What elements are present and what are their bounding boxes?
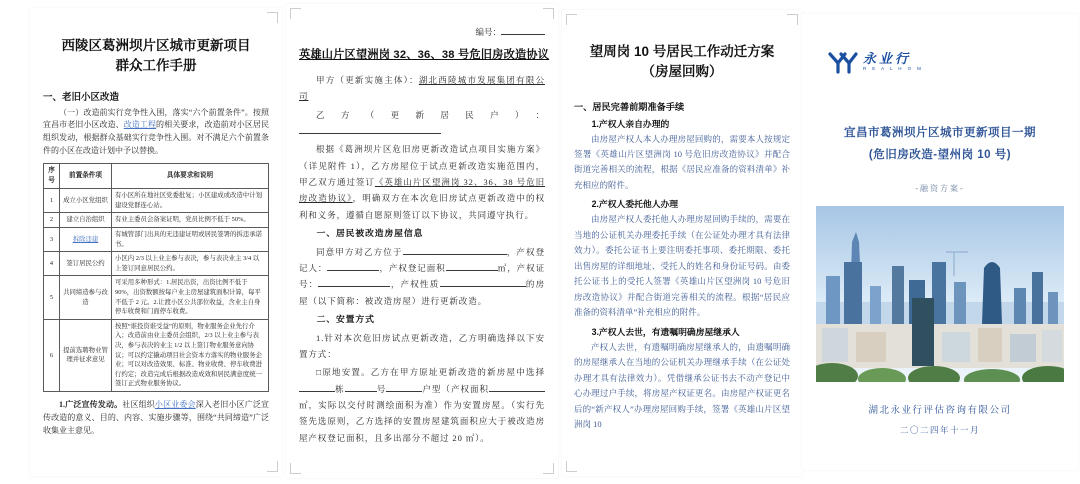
plan-sub-heading-1: 1.产权人亲自办理的: [591, 118, 670, 129]
plan-paragraph-1: 由房屋产权人本人办理房屋回购的，需要本人按规定签署《英雄山片区望洲岗 10 号危旧房改造协议》并配合街道完善相关的流程，根据《居民应准备的资料清单》补充相应的附件。: [574, 133, 790, 190]
row-desc: 小区内 2/3 以上业主参与表决，参与表决业主 3/4 以上签订同意居民公约。: [112, 252, 269, 276]
agreement-page: [286, 4, 558, 478]
blank-line: [386, 383, 422, 392]
row-item: 建立自治组织: [60, 213, 112, 228]
col-header-desc: 具体要求和说明: [112, 164, 269, 189]
row-item: [60, 227, 112, 251]
party-a-label: 甲方（更新实施主体）：: [316, 75, 419, 85]
table-row: [44, 213, 269, 228]
table-row: [44, 319, 269, 391]
plan-title: [574, 42, 790, 83]
agreement-intro: [299, 141, 545, 223]
company-logo: [828, 52, 1078, 79]
row-index: 3: [44, 227, 60, 251]
house-info-text: ㎡，产权证号：: [299, 263, 545, 290]
plan-sub-heading-3: 3.产权人去世，有遗嘱明确房屋继承人: [591, 326, 740, 337]
table-row: [44, 252, 269, 276]
house-info-paragraph: [299, 244, 545, 309]
in-situ-resettlement-paragraph: [299, 364, 545, 446]
resettlement-text: 户型（产权面积: [422, 383, 489, 394]
blank-line: [403, 246, 507, 255]
crop-mark: [566, 461, 577, 472]
col-header-item: 前置条件项: [60, 164, 112, 189]
resettlement-text: 栋: [335, 383, 345, 394]
logo-chinese-name: 永业行: [863, 51, 912, 66]
blank-line: [489, 383, 545, 392]
handbook-title: [43, 36, 269, 77]
yongyehang-logo-icon: [828, 52, 858, 79]
logo-latin-name: R E A L H O M: [863, 66, 924, 71]
blank-line: [318, 278, 390, 287]
crop-mark: [543, 463, 554, 474]
handbook-title-line2: 群众工作手册: [115, 58, 197, 74]
intro-text: 根据《葛洲坝片区危旧房更新改造试点项目实施方案》（详见附件 1），乙方房屋位于试点更新改造实施范围内，甲乙双方通过签订: [299, 144, 545, 187]
plan-title-line2: （房屋回购）: [641, 64, 723, 80]
publicity-lead: 1.广泛宣传发动。: [59, 400, 123, 410]
house-info-text: 同意甲方对乙方位于: [316, 246, 403, 257]
precondition-table: [43, 163, 269, 392]
intro-paragraph: [43, 107, 269, 159]
row-desc: 有业主委员会备案证明，党员比例不低于 50%。: [112, 213, 269, 228]
plan-section-heading: 一、居民完善前期准备手续: [574, 101, 685, 112]
house-info-text: ，产权性质: [390, 279, 440, 290]
table-row: [44, 227, 269, 251]
resettlement-text: 原地安置。乙方在甲方原址更新改造的新房屋中选择: [322, 367, 545, 378]
row-item: 签订居民公约: [60, 252, 112, 276]
blank-line: [299, 125, 441, 134]
table-row: [44, 189, 269, 213]
document-number-label: 编号：: [475, 27, 501, 37]
company-name: 湖北永业行评估咨询有限公司: [868, 405, 1012, 416]
row-item: 提前选聘物业管理并征求意见: [60, 319, 112, 391]
party-b-label: 乙方（更新居民户）：: [316, 109, 545, 120]
document-number-line: [299, 26, 545, 38]
agreement-title: 英雄山片区望洲岗 32、36、38 号危旧房改造协议: [299, 49, 550, 61]
resettlement-choice-intro: 1.针对本次危旧房试点更新改造，乙方明确选择以下安置方式：: [299, 332, 545, 360]
blank-line: [440, 278, 526, 287]
row-index: 5: [44, 276, 60, 319]
plan-sub-heading-2: 2.产权人委托他人办理: [591, 199, 679, 210]
cover-subtitle: -融资方案-: [915, 183, 965, 193]
crop-mark: [290, 463, 301, 474]
row-index: 1: [44, 189, 60, 213]
relocation-plan-page: [562, 10, 802, 476]
row-index: 6: [44, 319, 60, 391]
checkbox-glyph: □: [316, 367, 323, 378]
row-index: 4: [44, 252, 60, 276]
row-desc: 有小区所在地社区党委批复；小区建成或改造中计划建设党群连心站。: [112, 189, 269, 213]
section2-heading: 二、安置方式: [316, 313, 375, 324]
handbook-page: [30, 8, 282, 476]
cover-title: [802, 123, 1078, 167]
resettlement-text: 号: [376, 383, 387, 394]
blank-line: [345, 383, 377, 392]
house-info-text: 的房屋（以下简称：被改造房屋）进行更新改造。: [299, 279, 545, 306]
plan-title-line1: 望周岗 10 号居民工作动迁方案: [589, 44, 775, 59]
intro-text: 的相关要求，改造前对小区居民组织发动，根据群众基础实行竞争性入围。对不满足六个前置条件的小区在改造计划中予以替换。: [43, 120, 270, 156]
resettlement-text: ㎡，实际以交付时测绘面积为准）作为安置房屋。（实行先签先选原则，乙方选择的安置房屋建筑面积应大于被改造房屋产权登记面积，且多出部分不超过 20 ㎡）。: [299, 400, 545, 443]
blank-line: [299, 383, 335, 392]
crop-mark: [267, 461, 278, 472]
blank-line: [501, 26, 545, 35]
demolish-illegal-link[interactable]: 拆除违建: [72, 235, 99, 243]
row-item: 成立小区党组织: [60, 189, 112, 213]
blank-line: [327, 262, 379, 271]
city-skyline-photo: [816, 206, 1064, 382]
report-date: 二〇二四年十一月: [899, 424, 980, 435]
blank-line: [446, 262, 498, 271]
section1-heading: 一、居民被改造房屋信息: [316, 227, 424, 238]
renovation-project-link[interactable]: 改造工程: [123, 120, 157, 130]
party-b-line: [299, 107, 545, 140]
section-heading: 一、老旧小区改造: [43, 91, 120, 103]
publicity-text: 社区组织: [122, 400, 155, 410]
owners-committee-link[interactable]: 小区业委会: [154, 400, 196, 410]
row-item: 共同缔造参与改造: [60, 276, 112, 319]
house-info-text: ，产权登记人：: [299, 246, 545, 273]
party-a-line: [299, 72, 545, 105]
agreement-name-underlined: 《英雄山片区望洲岗 32、36、38 号危旧房改造协议》: [299, 176, 545, 204]
financing-cover-page: [802, 14, 1078, 470]
row-desc: 有城管部门出具的无违建证明或居民签署的拆违承诺书。: [112, 227, 269, 251]
table-header-row: [44, 164, 269, 189]
house-info-text: ，产权登记面积: [379, 263, 446, 273]
row-desc: 可采用多种形式：1.居民出资，出资比例不低于 90%，出资数额按每户业主房屋建筑面积计算，每平不低于 2 元。2.让渡小区公共部位收益，含业主自身停车收费和门面停车收费。: [112, 276, 269, 319]
intro-text: ，明确双方在本次危旧房试点更新改造中的权利和义务，遵循自愿原则签订以下协议，共同遵守执行。: [299, 193, 545, 220]
party-a-value: 湖北西陵城市发展集团有限公司: [299, 75, 546, 102]
row-desc: 按照“谁投资谁受益”的原则，物业服务企业先行介入；改造前由业主委员会组织，2/3 以上业主参与表决，参与表决的业主 1/2 以上签订物业服务意向协议；可以约定撬动项目社会资本方落实的物业服务企业；可以对改造效果、标准、物业收费、停车收费进行约定；改造完成后根据改造成效和居民满意度统一签订正式物业服务协议。: [112, 319, 269, 391]
publicity-paragraph: [43, 399, 269, 438]
cover-title-line1: 宜昌市葛洲坝片区城市更新项目一期: [844, 127, 1036, 139]
publicity-text: 深入老旧小区广泛宣传改造的意义、目的、内容、实施步骤等，围绕“共同缔造”广泛收集业主意见。: [43, 400, 270, 435]
col-header-index: 序号: [44, 164, 60, 189]
table-row: [44, 276, 269, 319]
crop-mark: [543, 8, 554, 19]
crop-mark: [787, 14, 798, 25]
crop-mark: [566, 14, 577, 25]
cover-title-line2: (危旧房改造-望州岗 10 号): [868, 148, 1012, 161]
handbook-title-line1: 西陵区葛洲坝片区城市更新项目: [61, 38, 251, 53]
crop-mark: [267, 12, 278, 23]
plan-paragraph-3: 产权人去世，有遗嘱明确房屋继承人的，由遗嘱明确的房屋继承人在当地的公证机关办理继承手续（在公证处办理才具有法律效力）。凭借继承公证书去不动产登记中心办理过户手续，将房屋产权证更名。由房屋产权证更名后的“新产权人”办理房屋回购手续，签署《英雄山片区望洲岗 10: [574, 341, 790, 429]
row-index: 2: [44, 213, 60, 228]
intro-text: （一）改造前实行竞争性入围，落实“六个前置条件”。按照宜昌市老旧小区改造、: [43, 107, 269, 130]
crop-mark: [290, 8, 301, 19]
plan-paragraph-2: 由房屋产权人委托他人办理房屋回购手续的，需要在当地的公证机关办理委托手续（在公证处办理才具有法律效力）。委托公证书上要注明委托事项、委托期限、委托出售房屋的详细地址、受托人的姓名和身份证号码。由委托公证书上的受托人签署《英雄山片区望洲岗 10 号危旧房改造协议》并配合街道完善相关的流程。根据“居民应准备的资料清单”补充相应的附件。: [574, 214, 790, 318]
